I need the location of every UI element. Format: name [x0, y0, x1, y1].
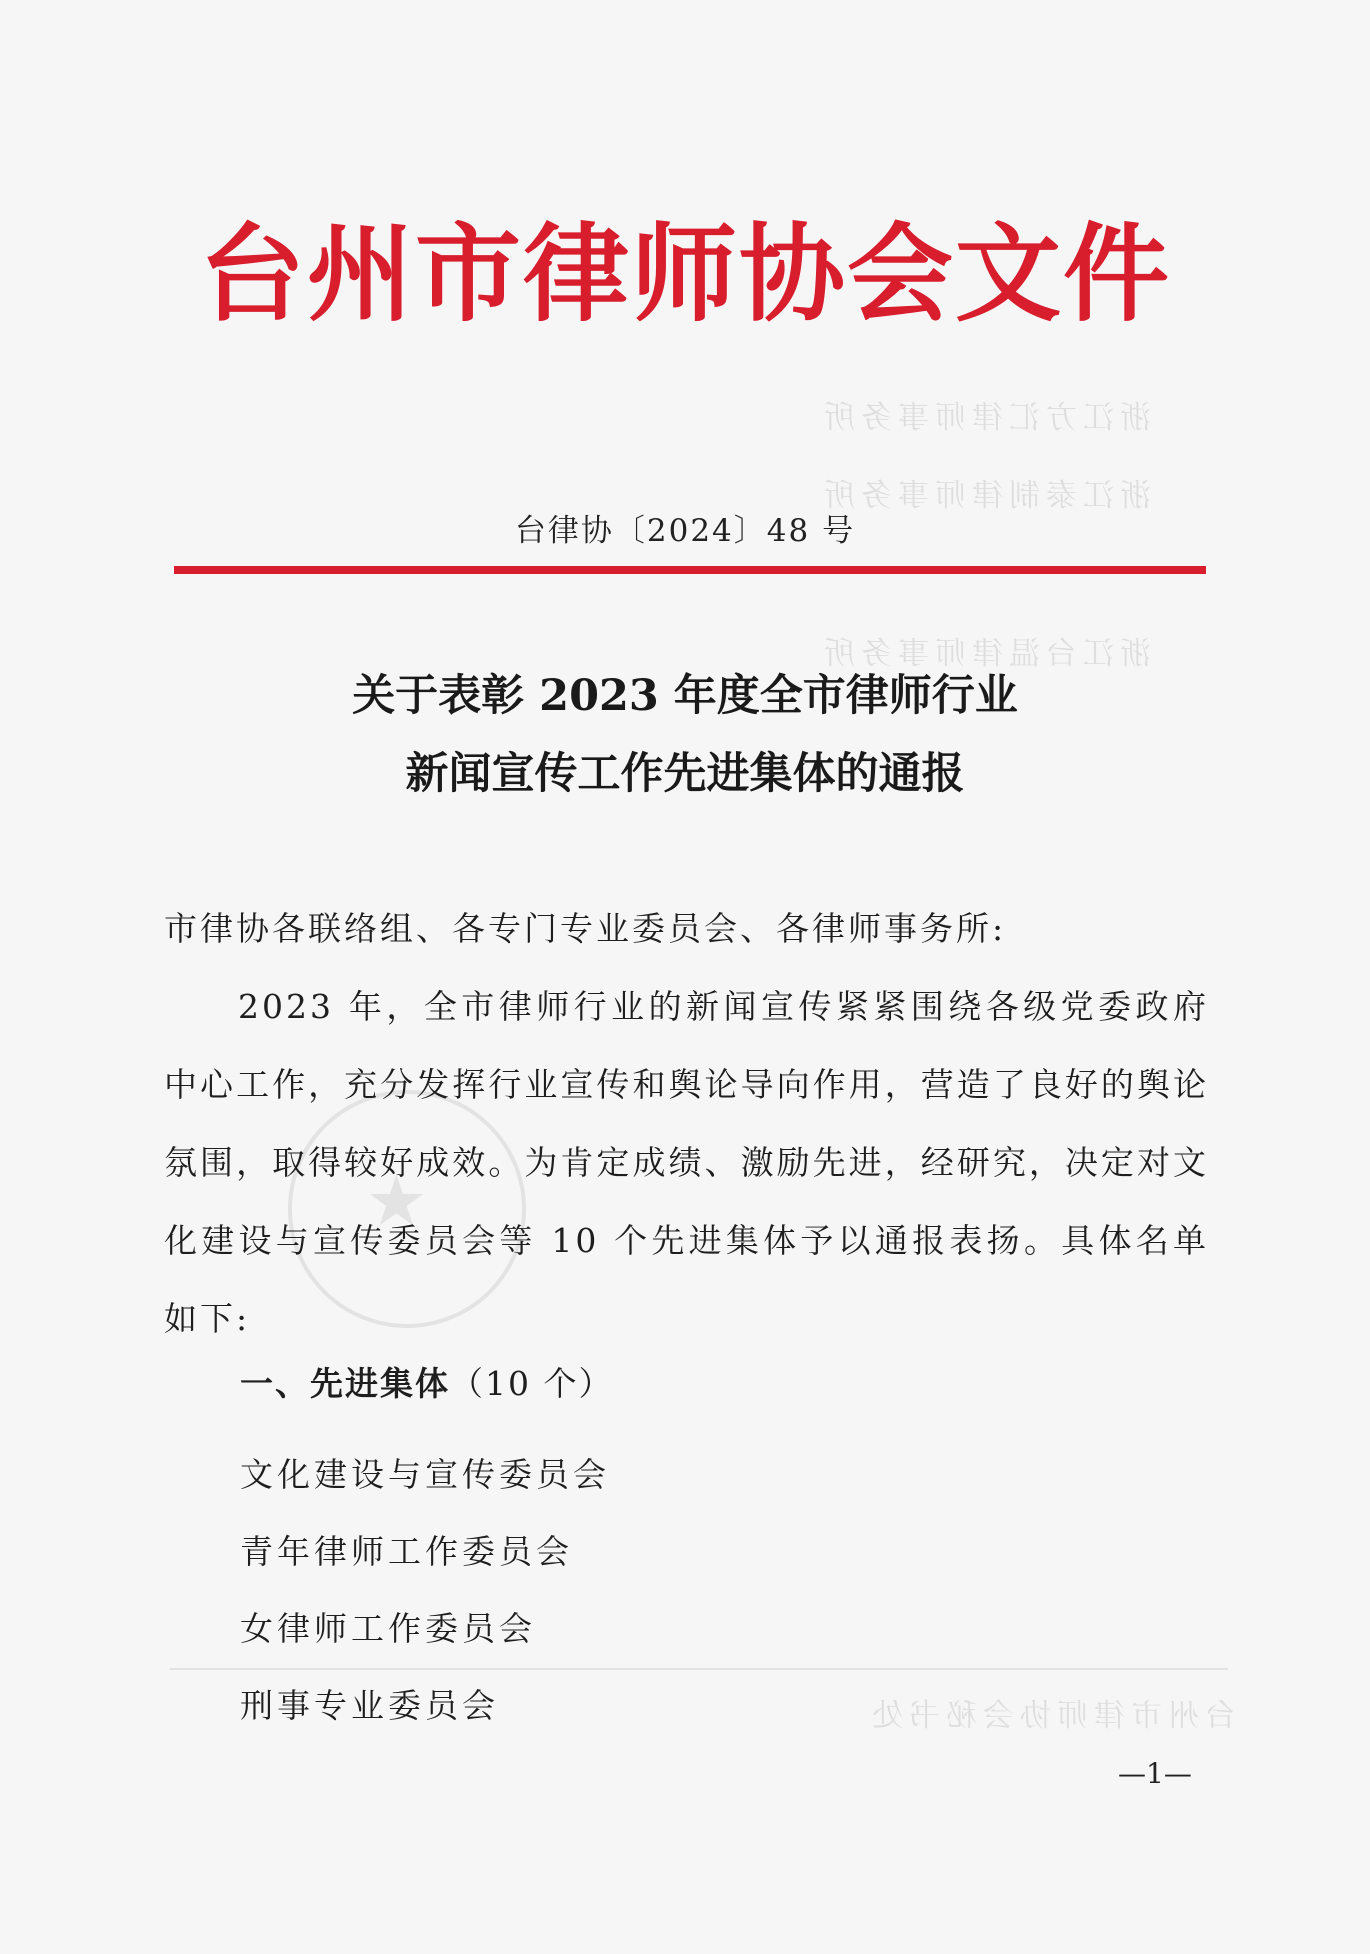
advanced-collective-list — [240, 1436, 610, 1744]
list-item: 文化建设与宣传委员会 — [240, 1455, 610, 1494]
body-paragraph: 2023 年，全市律师行业的新闻宣传紧紧围绕各级党委政府中心工作，充分发挥行业宣传和舆论导向作用，营造了良好的舆论氛围，取得较好成效。为肯定成绩、激励先进，经研究，决定对文化建设与宣传委员会等 10 个先进集体予以通报表扬。具体名单如下: — [164, 987, 1209, 1338]
section-heading-label: 一、先进集体 — [240, 1364, 450, 1403]
show-through-seal-star: ★ — [365, 1160, 428, 1242]
document-header-title: 台州市律师协会文件 — [199, 213, 1171, 336]
section-heading — [240, 1358, 613, 1405]
document-number: 台律协〔2024〕48 号 — [514, 513, 856, 549]
red-divider-line — [174, 566, 1206, 574]
show-through-text: 台州市律师协会秘书处 — [866, 1698, 1236, 1734]
page-number: —1— — [1118, 1757, 1192, 1790]
notice-title-line-2: 新闻宣传工作先进集体的通报 — [405, 749, 965, 799]
list-item: 青年律师工作委员会 — [240, 1532, 573, 1571]
show-through-text: 浙江方汇律师事务所 — [818, 400, 1151, 436]
show-through-text: 浙江泰制律师事务所 — [818, 478, 1151, 514]
notice-title-line-1: 关于表彰 2023 年度全市律师行业 — [352, 671, 1018, 721]
section-heading-count: （10 个） — [450, 1364, 614, 1403]
list-item: 女律师工作委员会 — [240, 1609, 536, 1648]
list-item: 刑事专业委员会 — [240, 1686, 499, 1725]
salutation: 市律协各联络组、各专门专业委员会、各律师事务所: — [164, 909, 1007, 948]
show-through-text: 浙江台温律师事务所 — [818, 636, 1151, 672]
